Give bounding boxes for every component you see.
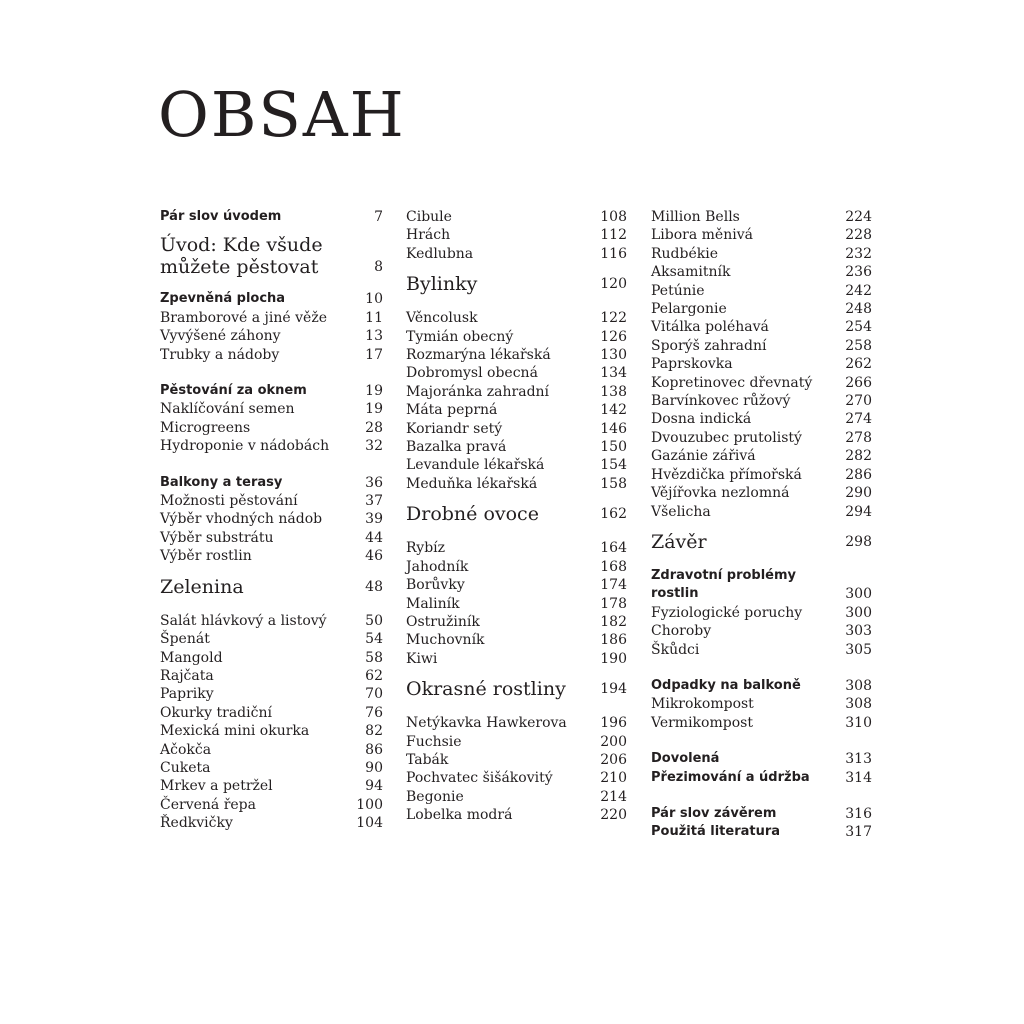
toc-entry-label: Kedlubna <box>406 245 474 262</box>
toc-entry-label: Rudbékie <box>651 245 719 262</box>
toc-section-heading <box>160 290 383 308</box>
toc-entry-label: Million Bells <box>651 209 740 225</box>
toc-page-number: 290 <box>845 485 872 502</box>
toc-page-number: 10 <box>365 291 383 308</box>
toc-page-number: 168 <box>600 558 627 575</box>
toc-page-number: 142 <box>600 402 627 419</box>
toc-section-heading <box>406 678 627 700</box>
toc-entry <box>651 484 872 502</box>
toc-entry-label: Pěstování za oknem <box>160 383 307 399</box>
toc-entry-label: Hrách <box>406 227 451 244</box>
toc-page-number: 294 <box>845 503 872 520</box>
toc-entry <box>651 503 872 521</box>
toc-entry <box>160 704 383 722</box>
toc-section-heading <box>160 208 383 226</box>
toc-page-number: 120 <box>600 276 627 293</box>
toc-entry-label: Zpevněná plocha <box>160 291 286 307</box>
toc-entry-label: Maliník <box>406 595 460 612</box>
toc-entry-label: Fuchsie <box>406 733 462 750</box>
toc-entry-label: Červená řepa <box>160 796 256 813</box>
toc-entry-label: Koriandr setý <box>406 420 503 437</box>
toc-page-number: 186 <box>600 632 627 649</box>
toc-page-number: 116 <box>600 245 627 262</box>
toc-entry <box>406 226 627 244</box>
toc-entry-label: Bramborové a jiné věže <box>160 309 327 326</box>
toc-entry-label: Pár slov závěrem <box>651 805 777 821</box>
toc-entry-label: Ředkvičky <box>160 815 233 832</box>
toc-entry-label: Paprskovka <box>651 356 733 373</box>
toc-page-number: 28 <box>365 419 383 436</box>
toc-page-number: 19 <box>365 401 383 418</box>
toc-entry <box>160 510 383 528</box>
toc-page-number: 313 <box>845 751 872 768</box>
toc-entry <box>406 631 627 649</box>
toc-page-number: 282 <box>845 448 872 465</box>
toc-page-number: 19 <box>365 383 383 400</box>
toc-page-number: 174 <box>600 577 627 594</box>
toc-entry-label: Barvínkovec růžový <box>651 393 791 410</box>
toc-entry-label: Mexická mini okurka <box>160 723 310 740</box>
toc-page-number: 305 <box>845 641 872 658</box>
toc-page-number: 214 <box>600 788 627 805</box>
toc-entry <box>406 769 627 787</box>
toc-page-number: 37 <box>365 493 383 510</box>
toc-section-heading <box>160 382 383 400</box>
toc-page-number: 220 <box>600 807 627 824</box>
toc-entry-label: Rybíz <box>406 540 446 557</box>
toc-page-number: 154 <box>600 457 627 474</box>
toc-page-number: 82 <box>365 723 383 740</box>
toc-entry <box>160 759 383 777</box>
toc-entry <box>651 429 872 447</box>
toc-page-number: 130 <box>600 347 627 364</box>
toc-page-number: 112 <box>600 227 627 244</box>
toc-entry-label: Dobromysl obecná <box>406 365 538 382</box>
toc-entry <box>160 777 383 795</box>
toc-entry <box>406 733 627 751</box>
toc-entry <box>406 714 627 732</box>
toc-entry-label: Pelargonie <box>651 301 727 318</box>
toc-entry <box>651 466 872 484</box>
toc-entry-label: Tymián obecný <box>406 328 514 345</box>
toc-page-number: 242 <box>845 282 872 299</box>
toc-page-number: 146 <box>600 420 627 437</box>
toc-entry-label: Lobelka modrá <box>406 807 513 824</box>
toc-page-number: 62 <box>365 667 383 684</box>
toc-entry-label: Gazánie zářivá <box>651 448 756 465</box>
toc-section-heading <box>651 805 872 823</box>
toc-entry-label: Choroby <box>651 623 712 640</box>
toc-entry-label: Vějířovka nezlomná <box>651 485 790 502</box>
toc-entry-label: Jahodník <box>406 558 469 575</box>
toc-page-number: 194 <box>600 681 627 698</box>
toc-page-number: 262 <box>845 356 872 373</box>
toc-page-number: 206 <box>600 751 627 768</box>
toc-page-number: 158 <box>600 475 627 492</box>
toc-entry <box>651 695 872 713</box>
toc-page-number: 90 <box>365 759 383 776</box>
toc-entry-label: Naklíčování semen <box>160 401 295 418</box>
toc-section-heading <box>651 567 872 604</box>
toc-entry <box>406 788 627 806</box>
toc-entry-label: Majoránka zahradní <box>406 383 550 400</box>
toc-entry-label: Špenát <box>160 631 210 648</box>
toc-page-number: 50 <box>365 612 383 629</box>
toc-page-number: 224 <box>845 209 872 225</box>
toc-page-number: 300 <box>845 604 872 621</box>
toc-page-number: 266 <box>845 374 872 391</box>
toc-page-number: 258 <box>845 337 872 354</box>
toc-page-number: 150 <box>600 439 627 456</box>
toc-section-heading <box>651 750 872 768</box>
toc-section-heading <box>651 677 872 695</box>
toc-entry-label: Vyvýšené záhony <box>160 328 281 345</box>
toc-page-number: 7 <box>374 209 383 225</box>
toc-page-number: 17 <box>365 346 383 363</box>
toc-page-number: 76 <box>365 704 383 721</box>
toc-page-number: 300 <box>845 586 872 603</box>
toc-entry-label: Salát hlávkový a listový <box>160 612 327 629</box>
toc-entry <box>406 558 627 576</box>
toc-entry <box>406 383 627 401</box>
toc-entry-label: Fyziologické poruchy <box>651 604 803 621</box>
toc-entry <box>160 309 383 327</box>
toc-page-number: 164 <box>600 540 627 557</box>
toc-entry <box>651 641 872 659</box>
toc-section-heading <box>160 234 383 278</box>
toc-entry-label: Borůvky <box>406 577 465 594</box>
toc-entry <box>406 751 627 769</box>
toc-page-number: 8 <box>374 259 383 276</box>
toc-page-number: 200 <box>600 733 627 750</box>
toc-entry <box>160 685 383 703</box>
toc-entry-label: Rajčata <box>160 667 214 684</box>
toc-entry-label: Tabák <box>406 751 449 768</box>
toc-entry <box>651 714 872 732</box>
toc-entry-label: Mangold <box>160 649 223 666</box>
toc-entry <box>651 447 872 465</box>
toc-entry-label: Hvězdička přímořská <box>651 466 802 483</box>
toc-entry-label: Vermikompost <box>651 714 753 731</box>
toc-entry-label: Libora měnivá <box>651 227 753 244</box>
toc-entry-label: Cuketa <box>160 759 211 776</box>
toc-entry <box>651 318 872 336</box>
toc-entry-label: Ačokča <box>160 741 212 758</box>
toc-entry-label: Ostružiník <box>406 613 480 630</box>
toc-entry-label: Možnosti pěstování <box>160 493 298 510</box>
toc-entry <box>651 300 872 318</box>
toc-page-number: 134 <box>600 365 627 382</box>
toc-entry <box>651 622 872 640</box>
toc-entry-label: Dvouzubec prutolistý <box>651 429 802 446</box>
toc-entry <box>160 492 383 510</box>
toc-section-heading <box>406 273 627 295</box>
toc-page-number: 58 <box>365 649 383 666</box>
toc-page-number: 138 <box>600 383 627 400</box>
toc-page-number: 100 <box>356 796 383 813</box>
toc-page-number: 126 <box>600 328 627 345</box>
toc-page-number: 314 <box>845 769 872 786</box>
toc-entry <box>160 612 383 630</box>
toc-entry-label: Drobné ovoce <box>406 503 539 526</box>
toc-entry <box>406 438 627 456</box>
toc-entry-label: Zelenina <box>160 575 244 598</box>
toc-page-number: 122 <box>600 310 627 327</box>
toc-entry <box>651 355 872 373</box>
toc-entry <box>651 604 872 622</box>
toc-entry <box>651 263 872 281</box>
toc-entry <box>651 245 872 263</box>
toc-entry-label: Závěr <box>651 530 707 553</box>
toc-entry-label: Muchovník <box>406 632 485 649</box>
toc-entry-label: Výběr vhodných nádob <box>160 511 323 528</box>
toc-page-number: 228 <box>845 227 872 244</box>
toc-entry-label: Úvod: Kde všude můžete pěstovat <box>160 234 323 279</box>
toc-page-number: 182 <box>600 613 627 630</box>
toc-page-number: 39 <box>365 511 383 528</box>
toc-entry <box>406 806 627 824</box>
toc-entry-label: Použitá literatura <box>651 824 781 840</box>
toc-entry-label: Kiwi <box>406 650 438 667</box>
toc-page-number: 178 <box>600 595 627 612</box>
toc-page-number: 44 <box>365 529 383 546</box>
toc-entry-label: Pochvatec šišákovitý <box>406 770 553 787</box>
toc-entry-label: Balkony a terasy <box>160 474 283 490</box>
toc-section-heading <box>651 769 872 787</box>
toc-page-number: 108 <box>600 209 627 225</box>
toc-entry-label: Bazalka pravá <box>406 439 507 456</box>
page-title: OBSAH <box>158 78 406 151</box>
toc-entry-label: Vitálka poléhavá <box>651 319 769 336</box>
toc-entry <box>651 226 872 244</box>
toc-page-number: 232 <box>845 245 872 262</box>
toc-page-number: 86 <box>365 741 383 758</box>
toc-entry-label: Mrkev a petržel <box>160 778 273 795</box>
toc-page-number: 278 <box>845 429 872 446</box>
toc-page-number: 13 <box>365 328 383 345</box>
toc-page-number: 310 <box>845 714 872 731</box>
toc-entry <box>406 245 627 263</box>
toc-entry <box>406 576 627 594</box>
toc-entry <box>160 437 383 455</box>
toc-entry <box>406 613 627 631</box>
toc-entry-label: Škůdci <box>651 641 700 658</box>
toc-page-number: 316 <box>845 805 872 822</box>
toc-page-number: 32 <box>365 438 383 455</box>
toc-page-number: 94 <box>365 778 383 795</box>
toc-column-2 <box>406 208 627 825</box>
toc-page-number: 210 <box>600 770 627 787</box>
toc-page-number: 317 <box>845 824 872 841</box>
toc-page-number: 303 <box>845 623 872 640</box>
toc-entry <box>406 401 627 419</box>
toc-entry-label: Bylinky <box>406 273 478 296</box>
toc-entry <box>406 346 627 364</box>
toc-entry <box>406 309 627 327</box>
toc-section-heading <box>160 474 383 492</box>
toc-entry-label: Věncolusk <box>406 310 478 327</box>
toc-entry <box>160 547 383 565</box>
toc-entry-label: Microgreens <box>160 419 251 436</box>
toc-entry-label: Okurky tradiční <box>160 704 272 721</box>
toc-entry <box>406 456 627 474</box>
toc-entry-label: Výběr substrátu <box>160 529 274 546</box>
toc-page-number: 11 <box>365 309 383 326</box>
toc-entry-label: Máta peprná <box>406 402 498 419</box>
toc-entry <box>160 327 383 345</box>
toc-entry-label: Cibule <box>406 209 452 225</box>
toc-column-3 <box>651 208 872 842</box>
toc-entry-label: Papriky <box>160 686 214 703</box>
toc-entry-label: Petúnie <box>651 282 705 299</box>
toc-entry <box>160 741 383 759</box>
toc-entry-label: Všelicha <box>651 503 711 520</box>
toc-page-number: 70 <box>365 686 383 703</box>
toc-page-number: 46 <box>365 548 383 565</box>
toc-entry-label: Odpadky na balkoně <box>651 677 801 693</box>
toc-entry-label: Meduňka lékařská <box>406 475 538 492</box>
toc-page-number: 236 <box>845 264 872 281</box>
toc-entry <box>406 208 627 226</box>
toc-entry <box>160 630 383 648</box>
toc-entry <box>160 649 383 667</box>
toc-entry-label: Okrasné rostliny <box>406 678 566 701</box>
toc-page-number: 274 <box>845 411 872 428</box>
toc-page-number: 54 <box>365 631 383 648</box>
toc-entry-label: Sporýš zahradní <box>651 337 767 354</box>
toc-entry-label: Trubky a nádoby <box>160 346 280 363</box>
toc-entry <box>651 374 872 392</box>
toc-section-heading <box>651 531 872 553</box>
toc-column-1 <box>160 208 383 833</box>
toc-entry-label: Levandule lékařská <box>406 457 545 474</box>
toc-page-number: 48 <box>365 578 383 595</box>
toc-entry <box>160 814 383 832</box>
toc-entry-label: Kopretinovec dřevnatý <box>651 374 813 391</box>
toc-entry <box>651 282 872 300</box>
toc-entry-label: Výběr rostlin <box>160 548 252 565</box>
toc-entry-label: Přezimování a údržba <box>651 769 810 785</box>
toc-entry <box>160 796 383 814</box>
toc-entry <box>406 420 627 438</box>
toc-entry-label: Netýkavka Hawkerova <box>406 715 567 732</box>
toc-entry <box>406 650 627 668</box>
toc-entry-label: Zdravotní problémy rostlin <box>651 567 797 602</box>
toc-page-number: 196 <box>600 715 627 732</box>
toc-entry <box>651 410 872 428</box>
toc-entry-label: Hydroponie v nádobách <box>160 438 330 455</box>
toc-entry <box>406 328 627 346</box>
toc-entry <box>160 346 383 364</box>
toc-entry <box>160 419 383 437</box>
toc-entry-label: Rozmarýna lékařská <box>406 347 551 364</box>
toc-page-number: 286 <box>845 466 872 483</box>
toc-entry <box>160 400 383 418</box>
toc-entry-label: Pár slov úvodem <box>160 209 282 224</box>
toc-section-heading <box>651 823 872 841</box>
toc-entry-label: Aksamitník <box>651 264 731 281</box>
toc-entry <box>406 364 627 382</box>
toc-page-number: 162 <box>600 506 627 523</box>
toc-page-number: 36 <box>365 474 383 491</box>
toc-entry-label: Begonie <box>406 788 464 805</box>
toc-page-number: 190 <box>600 650 627 667</box>
toc-page-number: 248 <box>845 301 872 318</box>
toc-entry <box>406 595 627 613</box>
toc-section-heading <box>160 576 383 598</box>
toc-page-number: 308 <box>845 677 872 694</box>
toc-page-number: 298 <box>845 533 872 550</box>
toc-section-heading <box>406 503 627 525</box>
toc-entry <box>160 667 383 685</box>
toc-entry <box>651 337 872 355</box>
toc-entry-label: Dovolená <box>651 751 720 767</box>
toc-page-number: 270 <box>845 393 872 410</box>
toc-entry-label: Dosna indická <box>651 411 752 428</box>
toc-page-number: 254 <box>845 319 872 336</box>
toc-page-number: 308 <box>845 696 872 713</box>
toc-entry <box>406 475 627 493</box>
toc-entry <box>651 392 872 410</box>
toc-page-number: 104 <box>356 815 383 832</box>
toc-entry-label: Mikrokompost <box>651 696 754 713</box>
toc-entry <box>651 208 872 226</box>
toc-entry <box>406 539 627 557</box>
toc-entry <box>160 722 383 740</box>
toc-entry <box>160 529 383 547</box>
